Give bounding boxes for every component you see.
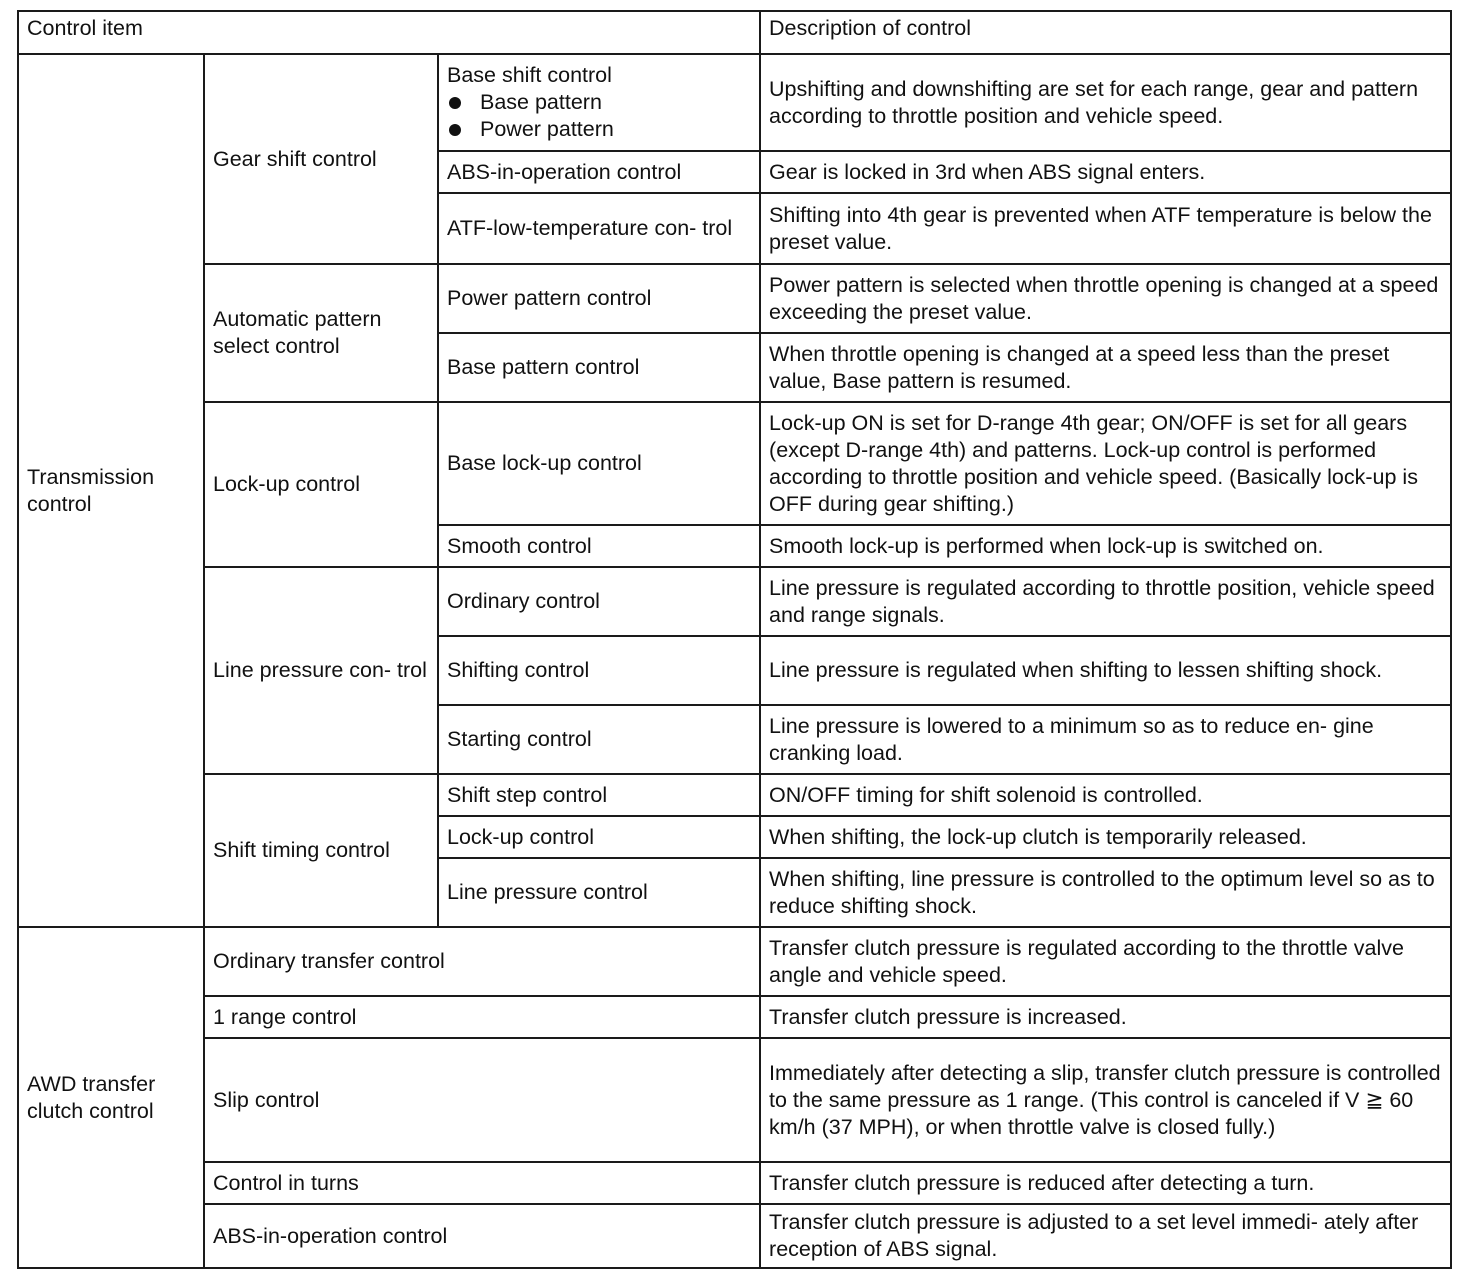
- item-starting-control: Starting control: [438, 705, 760, 774]
- list-item-base-pattern: Base pattern: [447, 89, 751, 116]
- item-shifting-control: Shifting control: [438, 636, 760, 705]
- table-row: [18, 996, 1451, 1038]
- table-row: [18, 1162, 1451, 1204]
- table-row: [18, 1204, 1451, 1268]
- description-cell: ON/OFF timing for shift solenoid is controlled.: [760, 774, 1451, 816]
- item-ordinary-transfer-control: Ordinary transfer control: [204, 927, 760, 996]
- description-cell: Lock-up ON is set for D-range 4th gear; ON/OFF is set for all gears (except D-range 4th) and patterns. Lock-up control is performed according to throttle position and vehicle speed. (Basically lock-up is OFF during gear shifting.): [760, 402, 1451, 525]
- description-cell: When throttle opening is changed at a speed less than the preset value, Base pattern is resumed.: [760, 333, 1451, 402]
- control-table: [17, 10, 1452, 1269]
- description-cell: Upshifting and downshifting are set for each range, gear and pattern according to throttle position and vehicle speed.: [760, 54, 1451, 151]
- group-gear-shift-control: Gear shift control: [204, 54, 438, 264]
- description-cell: When shifting, the lock-up clutch is temporarily released.: [760, 816, 1451, 858]
- item-line-pressure-control: Line pressure control: [438, 858, 760, 927]
- item-abs-in-operation-control: ABS-in-operation control: [438, 151, 760, 193]
- pattern-list: [447, 89, 751, 143]
- group-lock-up-control: Lock-up control: [204, 402, 438, 567]
- category-awd-transfer-clutch-control: AWD transfer clutch control: [18, 927, 204, 1268]
- list-item-power-pattern: Power pattern: [447, 116, 751, 143]
- item-lock-up-control: Lock-up control: [438, 816, 760, 858]
- item-ordinary-control: Ordinary control: [438, 567, 760, 636]
- table-row: [18, 927, 1451, 996]
- item-shift-step-control: Shift step control: [438, 774, 760, 816]
- item-abs-in-operation-control: ABS-in-operation control: [204, 1204, 760, 1268]
- table-row: [18, 774, 1451, 816]
- item-smooth-control: Smooth control: [438, 525, 760, 567]
- description-cell: Line pressure is regulated according to throttle position, vehicle speed and range signals.: [760, 567, 1451, 636]
- description-cell: Immediately after detecting a slip, transfer clutch pressure is controlled to the same pressure as 1 range. (This control is canceled if V ≧ 60 km/h (37 MPH), or when throttle valve is closed fully.): [760, 1038, 1451, 1162]
- table-row: [18, 54, 1451, 151]
- description-cell: Power pattern is selected when throttle opening is changed at a speed exceeding the preset value.: [760, 264, 1451, 333]
- group-automatic-pattern-select-control: Automatic pattern select control: [204, 264, 438, 402]
- header-row: [18, 11, 1451, 54]
- item-label: Base shift control: [447, 63, 612, 87]
- description-cell: Smooth lock-up is performed when lock-up is switched on.: [760, 525, 1451, 567]
- header-description: Description of control: [760, 11, 1451, 54]
- description-cell: Transfer clutch pressure is regulated according to the throttle valve angle and vehicle speed.: [760, 927, 1451, 996]
- category-transmission-control: Transmission control: [18, 54, 204, 927]
- header-control-item: Control item: [18, 11, 760, 54]
- item-atf-low-temperature-control: ATF-low-temperature con- trol: [438, 193, 760, 264]
- group-line-pressure-control: Line pressure con- trol: [204, 567, 438, 774]
- item-1-range-control: 1 range control: [204, 996, 760, 1038]
- description-cell: Transfer clutch pressure is reduced after detecting a turn.: [760, 1162, 1451, 1204]
- description-cell: Transfer clutch pressure is adjusted to a set level immedi- ately after reception of ABS signal.: [760, 1204, 1451, 1268]
- table-row: [18, 402, 1451, 525]
- item-base-shift-control: [438, 54, 760, 151]
- group-shift-timing-control: Shift timing control: [204, 774, 438, 927]
- item-slip-control: Slip control: [204, 1038, 760, 1162]
- description-cell: Line pressure is lowered to a minimum so as to reduce en- gine cranking load.: [760, 705, 1451, 774]
- description-cell: Gear is locked in 3rd when ABS signal enters.: [760, 151, 1451, 193]
- item-base-pattern-control: Base pattern control: [438, 333, 760, 402]
- description-cell: Shifting into 4th gear is prevented when ATF temperature is below the preset value.: [760, 193, 1451, 264]
- description-cell: Transfer clutch pressure is increased.: [760, 996, 1451, 1038]
- description-cell: Line pressure is regulated when shifting to lessen shifting shock.: [760, 636, 1451, 705]
- item-control-in-turns: Control in turns: [204, 1162, 760, 1204]
- item-power-pattern-control: Power pattern control: [438, 264, 760, 333]
- table-row: [18, 264, 1451, 333]
- table-row: [18, 567, 1451, 636]
- table-row: [18, 1038, 1451, 1162]
- item-base-lock-up-control: Base lock-up control: [438, 402, 760, 525]
- description-cell: When shifting, line pressure is controlled to the optimum level so as to reduce shifting shock.: [760, 858, 1451, 927]
